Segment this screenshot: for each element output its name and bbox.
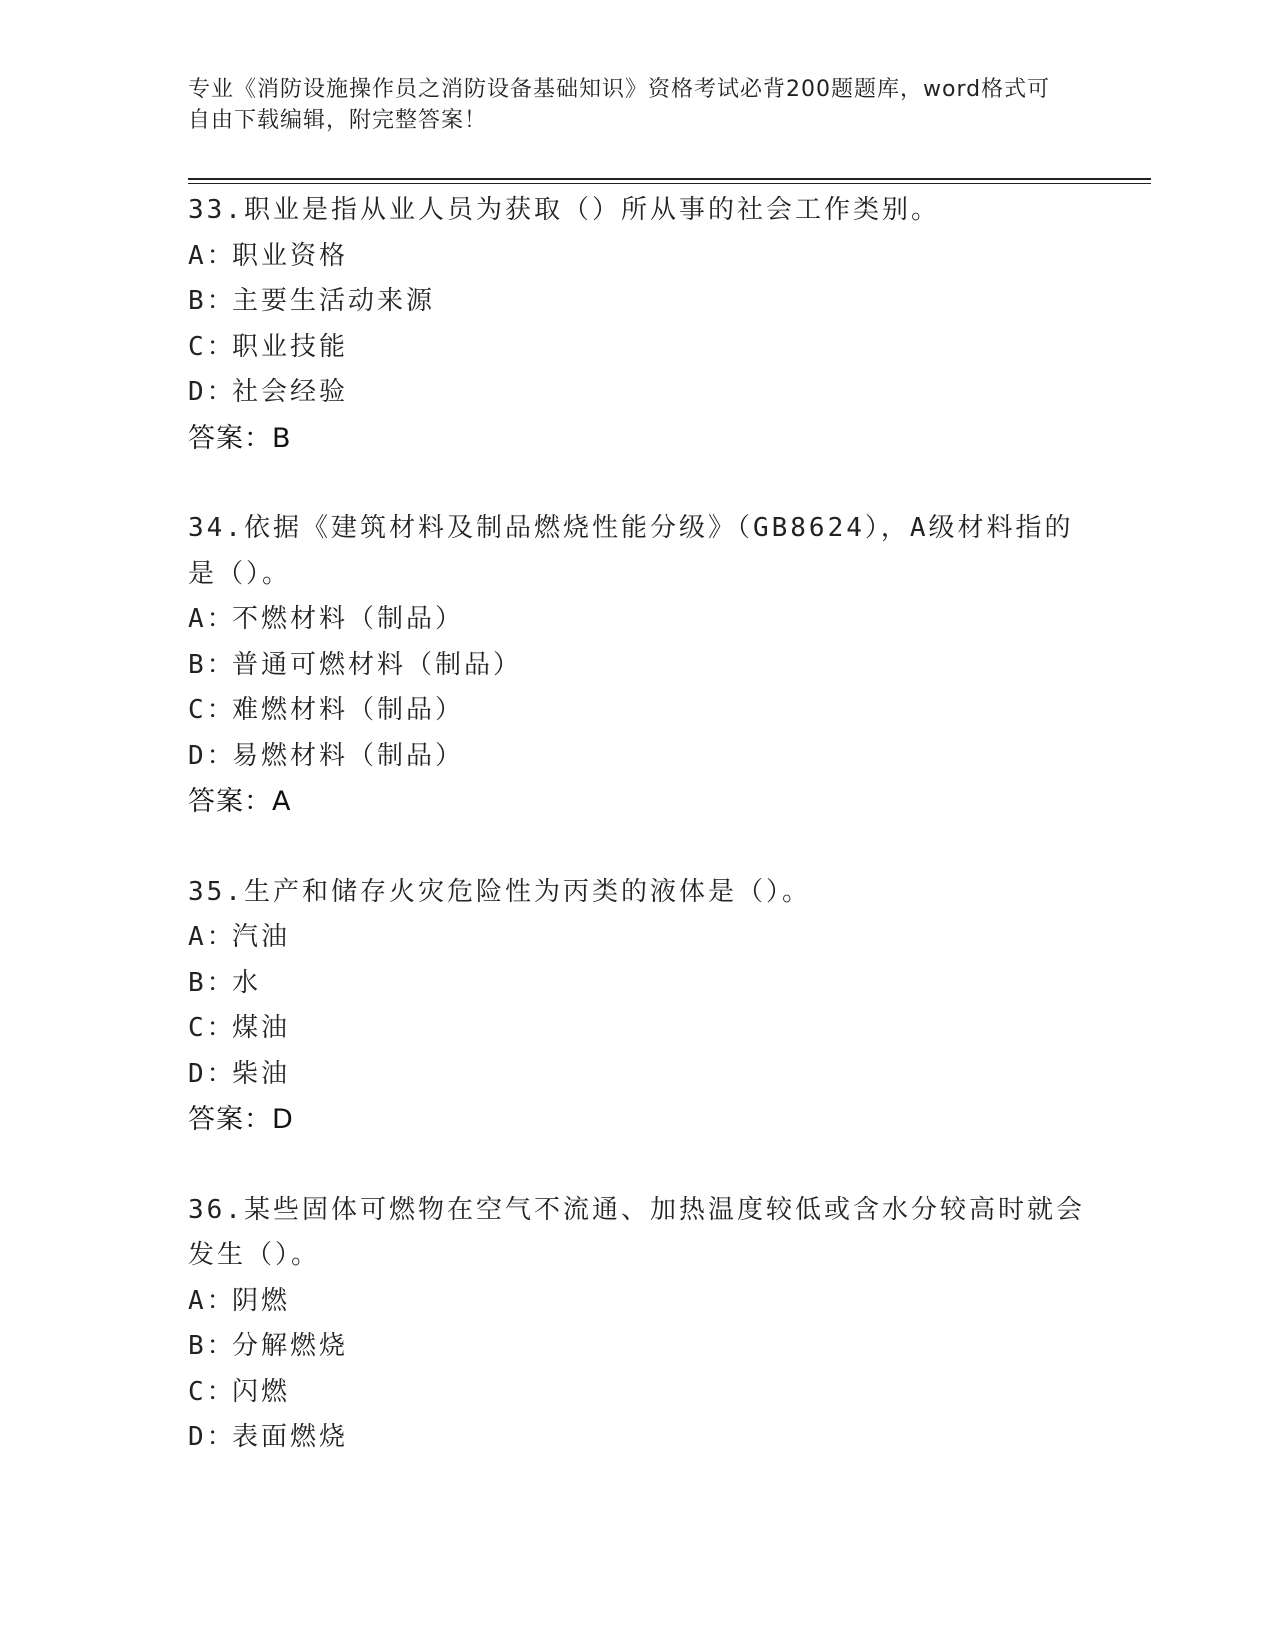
question-list (188, 188, 1088, 1506)
option-text: 水 (232, 967, 262, 998)
question-stem: 36.某些固体可燃物在空气不流通、加热温度较低或含水分较高时就会发生（）。 (188, 1194, 1085, 1270)
option-text: 易燃材料（制品） (232, 740, 465, 771)
option-b (188, 643, 1088, 689)
option-key: C： (188, 1013, 236, 1043)
option-key: D： (188, 740, 236, 771)
option-text: 难燃材料（制品） (232, 695, 465, 725)
option-a (188, 597, 1088, 643)
option-text: 闪燃 (232, 1376, 291, 1407)
question-34 (188, 506, 1088, 825)
option-text: 汽油 (232, 922, 291, 952)
option-text: 阴燃 (232, 1285, 291, 1316)
option-text: 分解燃烧 (232, 1331, 349, 1361)
option-c (188, 325, 1088, 371)
option-c (188, 1006, 1088, 1052)
option-text: 社会经验 (232, 377, 349, 407)
option-text: 不燃材料（制品） (232, 604, 465, 634)
option-text: 普通可燃材料（制品） (232, 649, 523, 680)
option-key: D： (188, 1058, 236, 1089)
option-key: C： (188, 1376, 236, 1407)
option-key: B： (188, 1331, 236, 1361)
option-text: 表面燃烧 (232, 1422, 349, 1452)
option-key: D： (188, 1422, 236, 1452)
option-c (188, 1370, 1088, 1416)
header-divider-thin (188, 183, 1151, 184)
question-stem: 33.职业是指从业人员为获取（）所从事的社会工作类别。 (188, 195, 940, 225)
answer-line: 答案：D (188, 1104, 294, 1135)
option-a (188, 234, 1088, 280)
option-key: C： (188, 695, 236, 725)
option-d (188, 1052, 1088, 1098)
option-key: B： (188, 286, 236, 316)
question-33 (188, 188, 1088, 461)
option-a (188, 915, 1088, 961)
answer-line: 答案：B (188, 422, 292, 454)
option-text: 职业技能 (232, 331, 349, 362)
option-b (188, 279, 1088, 325)
option-key: C： (188, 331, 236, 362)
option-a (188, 1279, 1088, 1325)
question-35 (188, 870, 1088, 1143)
answer-line: 答案：A (188, 786, 292, 817)
option-key: A： (188, 240, 236, 271)
option-c (188, 688, 1088, 734)
question-stem: 35.生产和储存火灾危险性为丙类的液体是（）。 (188, 876, 811, 907)
option-b (188, 961, 1088, 1007)
option-text: 职业资格 (232, 240, 349, 271)
document-header: 专业《消防设施操作员之消防设备基础知识》资格考试必背200题题库，word格式可自由下载编辑，附完整答案！ (188, 77, 1051, 133)
option-text: 柴油 (232, 1058, 291, 1089)
option-d (188, 1415, 1088, 1461)
option-text: 主要生活动来源 (232, 286, 436, 316)
option-key: A： (188, 1285, 236, 1316)
option-key: B： (188, 649, 236, 680)
option-key: A： (188, 922, 236, 952)
option-key: A： (188, 604, 236, 634)
question-stem: 34.依据《建筑材料及制品燃烧性能分级》（GB8624），A级材料指的是（）。 (188, 513, 1074, 589)
option-b (188, 1324, 1088, 1370)
header-divider (188, 178, 1151, 180)
option-key: B： (188, 967, 236, 998)
question-36 (188, 1188, 1088, 1461)
option-d (188, 734, 1088, 780)
option-key: D： (188, 377, 236, 407)
option-text: 煤油 (232, 1013, 291, 1043)
option-d (188, 370, 1088, 416)
